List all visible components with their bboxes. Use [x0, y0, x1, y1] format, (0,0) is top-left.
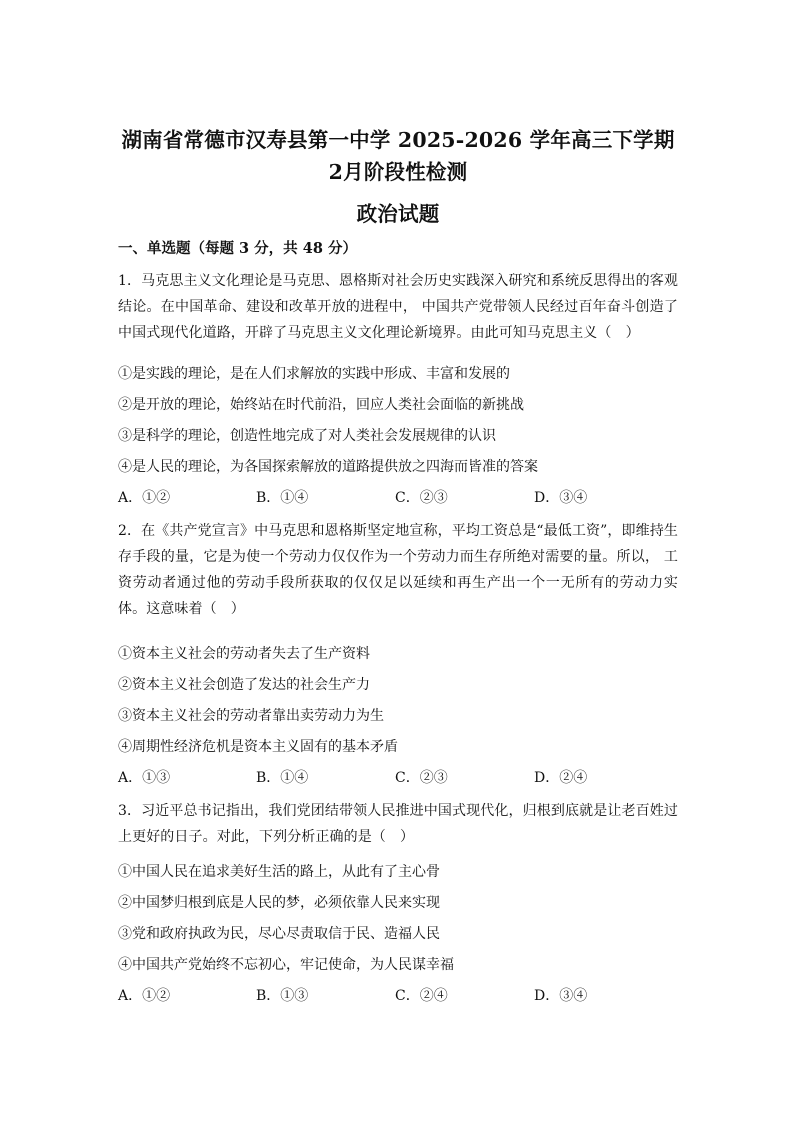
question-1-choice-d[interactable]: D．③④ [534, 490, 588, 506]
question-2-choices [118, 767, 678, 789]
question-3-choice-b[interactable]: B．①③ [256, 988, 309, 1004]
question-1-stem: 1．马克思主义文化理论是马克思、恩格斯对社会历史实践深入研究和系统反思得出的客观结论。在中国革命、建设和改革开放的进程中， 中国共产党带领人民经过百年奋斗创造了中国式现代化道路，开辟了马克思主义文化理论新境界。由此可知马克思主义（ ） [118, 273, 678, 341]
exam-subject: 政治试题 [356, 202, 440, 226]
question-3-choices [118, 985, 678, 1007]
question-2-stem: 2．在《共产党宣言》中马克思和恩格斯坚定地宣称，平均工资总是“最低工资”，即维持生存手段的量，它是为使一个劳动力仅仅作为一个劳动力而生存所绝对需要的量。所以， 工资劳动者通过他的劳动手段所获取的仅仅足以延续和再生产出一个一无所有的劳动力实体。这意味着（ ） [118, 523, 678, 617]
exam-title-line2: 2月阶段性检测 [328, 160, 468, 184]
question-2-choice-c[interactable]: C．②③ [395, 770, 448, 786]
question-3-choice-d[interactable]: D．③④ [534, 988, 588, 1004]
question-2-choice-a[interactable]: A．①③ [118, 770, 171, 786]
question-2-choice-b[interactable]: B．①④ [256, 770, 309, 786]
question-3-option-3: ③党和政府执政为民，尽心尽责取信于民、造福人民 [118, 926, 440, 942]
question-2-choice-d[interactable]: D．②④ [534, 770, 588, 786]
section-heading: 一、单选题（每题 3 分，共 48 分） [118, 240, 357, 257]
question-1-choice-b[interactable]: B．①④ [256, 490, 309, 506]
question-1-option-3: ③是科学的理论，创造性地完成了对人类社会发展规律的认识 [118, 428, 496, 444]
question-3-option-1: ①中国人民在追求美好生活的路上，从此有了主心骨 [118, 864, 440, 880]
question-3-choice-c[interactable]: C．②④ [395, 988, 448, 1004]
question-3-option-2: ②中国梦归根到底是人民的梦，必须依靠人民来实现 [118, 895, 440, 911]
question-1-option-1: ①是实践的理论，是在人们求解放的实践中形成、丰富和发展的 [118, 366, 510, 382]
question-2-option-4: ④周期性经济危机是资本主义固有的基本矛盾 [118, 739, 398, 755]
question-1-option-2: ②是开放的理论，始终站在时代前沿，回应人类社会面临的新挑战 [118, 397, 524, 413]
question-1-choices [118, 487, 678, 509]
question-3-option-4: ④中国共产党始终不忘初心，牢记使命，为人民谋幸福 [118, 957, 454, 973]
question-1-option-4: ④是人民的理论，为各国探索解放的道路提供放之四海而皆准的答案 [118, 459, 538, 475]
question-1-choice-c[interactable]: C．②③ [395, 490, 448, 506]
question-1-choice-a[interactable]: A．①② [118, 490, 171, 506]
question-2-option-2: ②资本主义社会创造了发达的社会生产力 [118, 677, 370, 693]
exam-title-line1: 湖南省常德市汉寿县第一中学 2025-2026 学年高三下学期 [121, 128, 675, 152]
question-3-choice-a[interactable]: A．①② [118, 988, 171, 1004]
question-3-stem: 3．习近平总书记指出，我们党团结带领人民推进中国式现代化，归根到底就是让老百姓过上更好的日子。对此，下列分析正确的是（ ） [118, 803, 678, 845]
question-2-option-3: ③资本主义社会的劳动者靠出卖劳动力为生 [118, 708, 384, 724]
question-2-option-1: ①资本主义社会的劳动者失去了生产资料 [118, 646, 370, 662]
